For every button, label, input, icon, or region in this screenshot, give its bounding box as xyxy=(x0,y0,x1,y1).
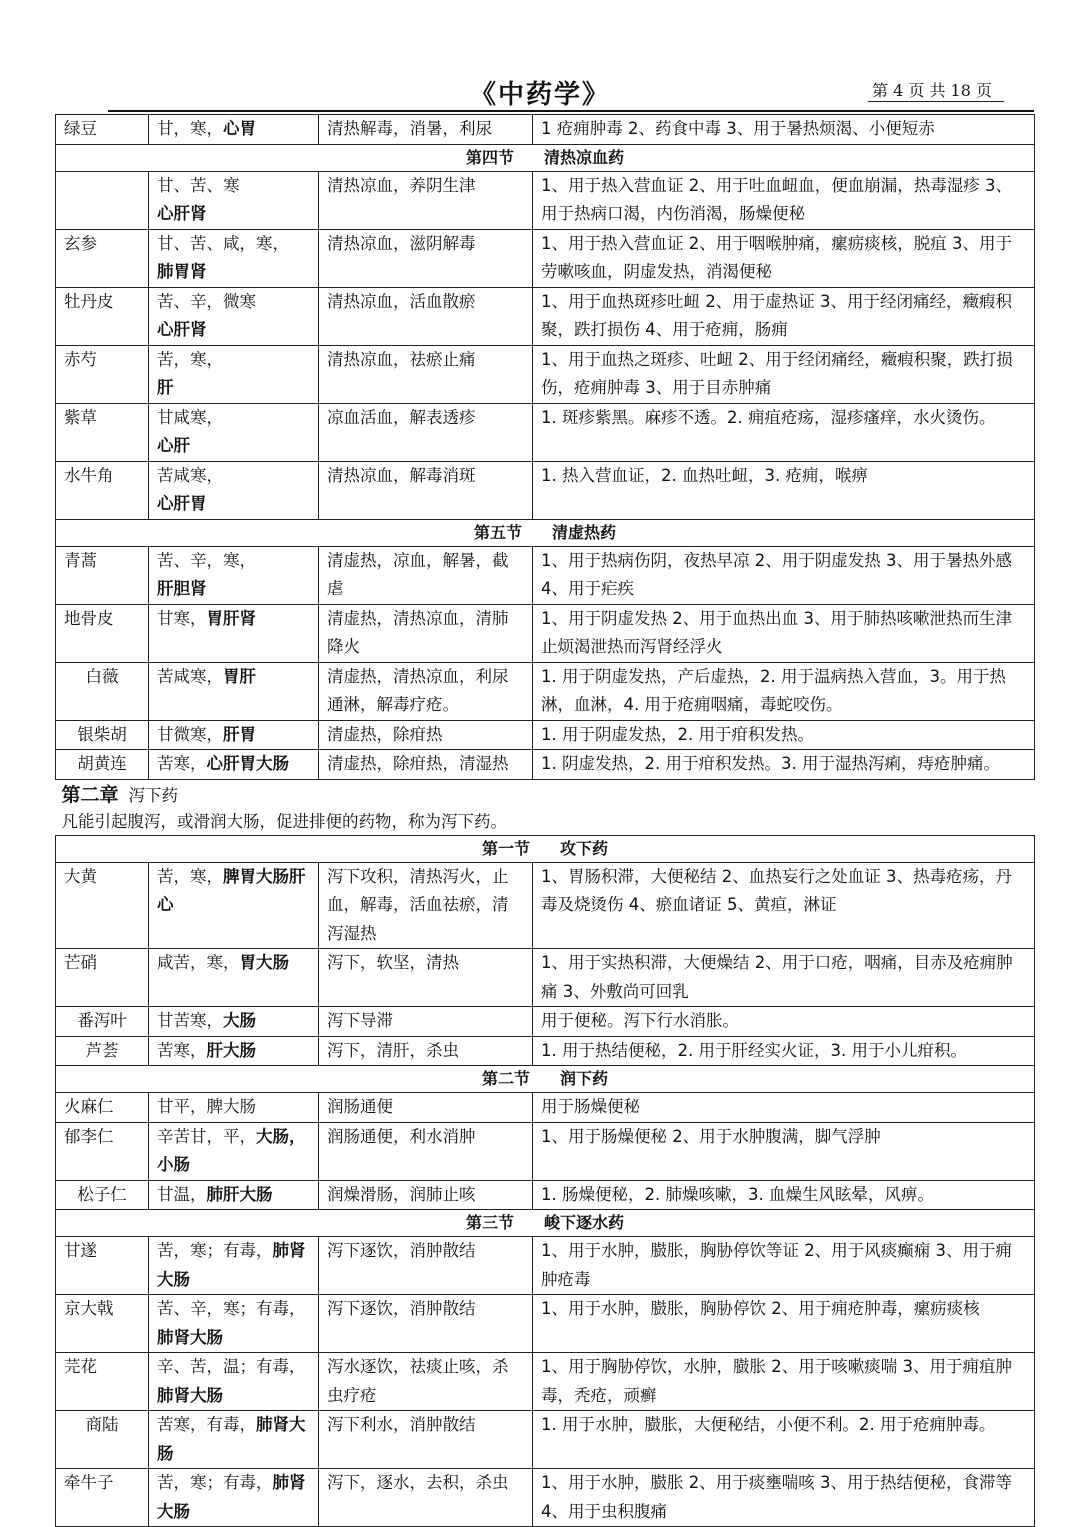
herb-usage: 1 疮痈肿毒 2、药食中毒 3、用于暑热烦渴、小便短赤 xyxy=(533,115,1035,145)
table-row xyxy=(56,862,1035,949)
herb-usage: 1、用于水肿，臌胀，胸胁停饮 2、用于痈疮肿毒，瘰疬痰核 xyxy=(533,1295,1035,1353)
herb-effect: 清热凉血，活血散瘀 xyxy=(319,287,533,345)
table-row xyxy=(56,229,1035,287)
herb-effect: 润肠通便 xyxy=(319,1093,533,1123)
herb-name: 赤芍 xyxy=(56,345,149,403)
herb-effect: 清热解毒，消暑，利尿 xyxy=(319,115,533,145)
herb-effect: 泻下，软坚，清热 xyxy=(319,949,533,1007)
table-row xyxy=(56,1093,1035,1123)
herb-usage: 1、用于血热斑疹吐衄 2、用于虚热证 3、用于经闭痛经，癥瘕积聚，跌打损伤 4、用于疮痈，肠痈 xyxy=(533,287,1035,345)
herb-effect: 泻下利水，消肿散结 xyxy=(319,1411,533,1469)
herb-usage: 用于便秘。泻下行水消胀。 xyxy=(533,1007,1035,1037)
chapter-title: 第二章 xyxy=(61,783,119,806)
herb-property: 苦，寒；有毒，肺肾大肠 xyxy=(149,1469,319,1527)
herb-name: 番泻叶 xyxy=(56,1007,149,1037)
herb-name: 银柴胡 xyxy=(56,720,149,750)
herb-usage: 1. 用于阴虚发热，产后虚热，2. 用于温病热入营血，3。用于热淋，血淋，4. 用于疮痈咽痛，毒蛇咬伤。 xyxy=(533,662,1035,720)
herb-effect: 清虚热，除疳热，清湿热 xyxy=(319,750,533,780)
herb-effect: 泻下逐饮，消肿散结 xyxy=(319,1295,533,1353)
herb-name: 白薇 xyxy=(56,662,149,720)
herb-usage: 1、用于胸胁停饮，水肿，臌胀 2、用于咳嗽痰喘 3、用于痈疽肿毒，秃疮，顽癣 xyxy=(533,1353,1035,1411)
herb-table-body xyxy=(56,115,1035,1527)
table-row xyxy=(56,345,1035,403)
herb-usage: 1. 斑疹紫黑。麻疹不透。2. 痈疽疮疡，湿疹瘙痒，水火烫伤。 xyxy=(533,403,1035,461)
table-row xyxy=(56,115,1035,145)
herb-effect: 泻下，清肝，杀虫 xyxy=(319,1036,533,1066)
table-row xyxy=(56,949,1035,1007)
herb-usage: 1. 用于阴虚发热，2. 用于疳积发热。 xyxy=(533,720,1035,750)
herb-usage: 1、用于水肿，臌胀，胸胁停饮等证 2、用于风痰癫痫 3、用于痈肿疮毒 xyxy=(533,1237,1035,1295)
table-row xyxy=(56,1469,1035,1527)
herb-usage: 1、用于血热之斑疹、吐衄 2、用于经闭痛经，癥瘕积聚，跌打损伤，疮痈肿毒 3、用于目赤肿痛 xyxy=(533,345,1035,403)
herb-name: 商陆 xyxy=(56,1411,149,1469)
herb-property: 辛苦甘，平，大肠，小肠 xyxy=(149,1122,319,1180)
herb-effect: 清虚热，除疳热 xyxy=(319,720,533,750)
herb-name: 牡丹皮 xyxy=(56,287,149,345)
herb-name: 大黄 xyxy=(56,862,149,949)
herb-property: 甘、苦、寒 心肝肾 xyxy=(149,171,319,229)
herb-name: 绿豆 xyxy=(56,115,149,145)
herb-property: 苦、辛，寒， 肝胆肾 xyxy=(149,546,319,604)
section-header: 第四节 清热凉血药 xyxy=(56,144,1035,171)
herb-property: 苦，寒；有毒，肺肾大肠 xyxy=(149,1237,319,1295)
herb-effect: 泻下导滞 xyxy=(319,1007,533,1037)
herb-name: 紫草 xyxy=(56,403,149,461)
herb-name: 地骨皮 xyxy=(56,604,149,662)
herb-effect: 清热凉血，滋阴解毒 xyxy=(319,229,533,287)
herb-property: 甘平，脾大肠 xyxy=(149,1093,319,1123)
herb-property: 甘咸寒， 心肝 xyxy=(149,403,319,461)
page-title: 《中药学》 xyxy=(469,80,610,110)
herb-name: 胡黄连 xyxy=(56,750,149,780)
table-row xyxy=(56,461,1035,519)
table-row xyxy=(56,1122,1035,1180)
herb-effect: 润肠通便，利水消肿 xyxy=(319,1122,533,1180)
table-row xyxy=(56,1007,1035,1037)
table-row xyxy=(56,750,1035,780)
herb-property: 甘微寒，肝胃 xyxy=(149,720,319,750)
herb-property: 苦寒，有毒，肺肾大肠 xyxy=(149,1411,319,1469)
herb-property: 甘、苦、咸，寒， 肺胃肾 xyxy=(149,229,319,287)
herb-property: 苦寒，心肝胃大肠 xyxy=(149,750,319,780)
herb-name: 甘遂 xyxy=(56,1237,149,1295)
herb-effect: 润燥滑肠，润肺止咳 xyxy=(319,1180,533,1210)
herb-name: 芦荟 xyxy=(56,1036,149,1066)
herb-effect: 清热凉血，解毒消斑 xyxy=(319,461,533,519)
herb-usage: 1. 阴虚发热，2. 用于疳积发热。3. 用于湿热泻痢，痔疮肿痛。 xyxy=(533,750,1035,780)
table-row xyxy=(56,1353,1035,1411)
herb-effect: 清热凉血，祛瘀止痛 xyxy=(319,345,533,403)
herb-usage: 1、用于水肿，臌胀 2、用于痰壅喘咳 3、用于热结便秘，食滞等 4、用于虫积腹痛 xyxy=(533,1469,1035,1527)
table-row xyxy=(56,403,1035,461)
herb-name: 京大戟 xyxy=(56,1295,149,1353)
herb-property: 辛、苦，温；有毒，肺肾大肠 xyxy=(149,1353,319,1411)
herb-usage: 用于肠燥便秘 xyxy=(533,1093,1035,1123)
herb-usage: 1、用于实热积滞，大便燥结 2、用于口疮，咽痛，目赤及疮痈肿痛 3、外敷尚可回乳 xyxy=(533,949,1035,1007)
herb-effect: 清热凉血，养阴生津 xyxy=(319,171,533,229)
herb-table xyxy=(55,114,1035,1527)
herb-name: 青蒿 xyxy=(56,546,149,604)
herb-property: 苦，寒，脾胃大肠肝心 xyxy=(149,862,319,949)
herb-usage: 1、用于热病伤阴，夜热早凉 2、用于阴虚发热 3、用于暑热外感 4、用于疟疾 xyxy=(533,546,1035,604)
page-indicator-underline xyxy=(868,101,1004,102)
herb-effect: 泻水逐饮，祛痰止咳，杀虫疗疮 xyxy=(319,1353,533,1411)
section-header: 第五节 清虚热药 xyxy=(56,519,1035,546)
section-header: 第三节 峻下逐水药 xyxy=(56,1210,1035,1237)
table-row xyxy=(56,1411,1035,1469)
herb-property: 苦咸寒， 心肝胃 xyxy=(149,461,319,519)
table-row xyxy=(56,1237,1035,1295)
table-row xyxy=(56,1295,1035,1353)
herb-property: 苦咸寒，胃肝 xyxy=(149,662,319,720)
herb-usage: 1、用于热入营血证 2、用于吐血衄血，便血崩漏，热毒湿疹 3、用于热病口渴，内伤消渴，肠燥便秘 xyxy=(533,171,1035,229)
table-row xyxy=(56,1036,1035,1066)
herb-property: 苦，寒， 肝 xyxy=(149,345,319,403)
herb-name: 松子仁 xyxy=(56,1180,149,1210)
herb-usage: 1. 热入营血证，2. 血热吐衄，3. 疮痈，喉痹 xyxy=(533,461,1035,519)
herb-property: 苦寒，肝大肠 xyxy=(149,1036,319,1066)
herb-effect: 凉血活血，解表透疹 xyxy=(319,403,533,461)
herb-usage: 1、用于阴虚发热 2、用于血热出血 3、用于肺热咳嗽泄热而生津止烦渴泄热而泻肾经浮火 xyxy=(533,604,1035,662)
page-indicator: 第 4 页 共 18 页 xyxy=(872,81,992,100)
table-row xyxy=(56,604,1035,662)
herb-usage: 1、用于肠燥便秘 2、用于水肿腹满，脚气浮肿 xyxy=(533,1122,1035,1180)
herb-name: 芫花 xyxy=(56,1353,149,1411)
herb-effect: 泻下，逐水，去积，杀虫 xyxy=(319,1469,533,1527)
herb-effect: 清虚热，凉血，解暑，截虐 xyxy=(319,546,533,604)
herb-usage: 1. 用于水肿，臌胀，大便秘结，小便不利。2. 用于疮痈肿毒。 xyxy=(533,1411,1035,1469)
herb-name: 火麻仁 xyxy=(56,1093,149,1123)
herb-property: 苦、辛，寒；有毒，肺肾大肠 xyxy=(149,1295,319,1353)
table-row xyxy=(56,662,1035,720)
table-row xyxy=(56,720,1035,750)
section-header: 第二节 润下药 xyxy=(56,1066,1035,1093)
herb-effect: 清虚热，清热凉血，清肺降火 xyxy=(319,604,533,662)
table-row xyxy=(56,1180,1035,1210)
herb-effect: 泻下逐饮，消肿散结 xyxy=(319,1237,533,1295)
herb-name: 郁李仁 xyxy=(56,1122,149,1180)
herb-name: 玄参 xyxy=(56,229,149,287)
table-row xyxy=(56,171,1035,229)
herb-name: 水牛角 xyxy=(56,461,149,519)
herb-effect: 泻下攻积，清热泻火，止血，解毒，活血祛瘀，清泻湿热 xyxy=(319,862,533,949)
herb-property: 咸苦，寒，胃大肠 xyxy=(149,949,319,1007)
chapter-intro: 凡能引起腹泻，或滑润大肠，促进排便的药物，称为泻下药。 xyxy=(61,811,507,831)
herb-property: 甘，寒，心胃 xyxy=(149,115,319,145)
herb-name: 芒硝 xyxy=(56,949,149,1007)
chapter-subtitle: 泻下药 xyxy=(128,785,179,805)
header-rule xyxy=(108,110,1034,112)
chapter-header xyxy=(56,779,1035,835)
herb-name: 牵牛子 xyxy=(56,1469,149,1527)
herb-usage: 1. 肠燥便秘，2. 肺燥咳嗽，3. 血燥生风眩晕，风痹。 xyxy=(533,1180,1035,1210)
herb-property: 甘苦寒，大肠 xyxy=(149,1007,319,1037)
herb-property: 苦、辛，微寒 心肝肾 xyxy=(149,287,319,345)
table-row xyxy=(56,546,1035,604)
herb-usage: 1、用于热入营血证 2、用于咽喉肿痛，瘰疬痰核，脱疽 3、用于劳嗽咳血，阴虚发热，消渴便秘 xyxy=(533,229,1035,287)
table-row xyxy=(56,287,1035,345)
herb-property: 甘寒，胃肝肾 xyxy=(149,604,319,662)
herb-usage: 1、胃肠积滞，大便秘结 2、血热妄行之处血证 3、热毒疮疡，丹毒及烧烫伤 4、瘀血诸证 5、黄疸，淋证 xyxy=(533,862,1035,949)
herb-property: 甘温，肺肝大肠 xyxy=(149,1180,319,1210)
herb-effect: 清虚热，清热凉血，利尿通淋，解毒疗疮。 xyxy=(319,662,533,720)
herb-usage: 1. 用于热结便秘，2. 用于肝经实火证，3. 用于小儿疳积。 xyxy=(533,1036,1035,1066)
herb-name xyxy=(56,171,149,229)
section-header: 第一节 攻下药 xyxy=(56,835,1035,862)
